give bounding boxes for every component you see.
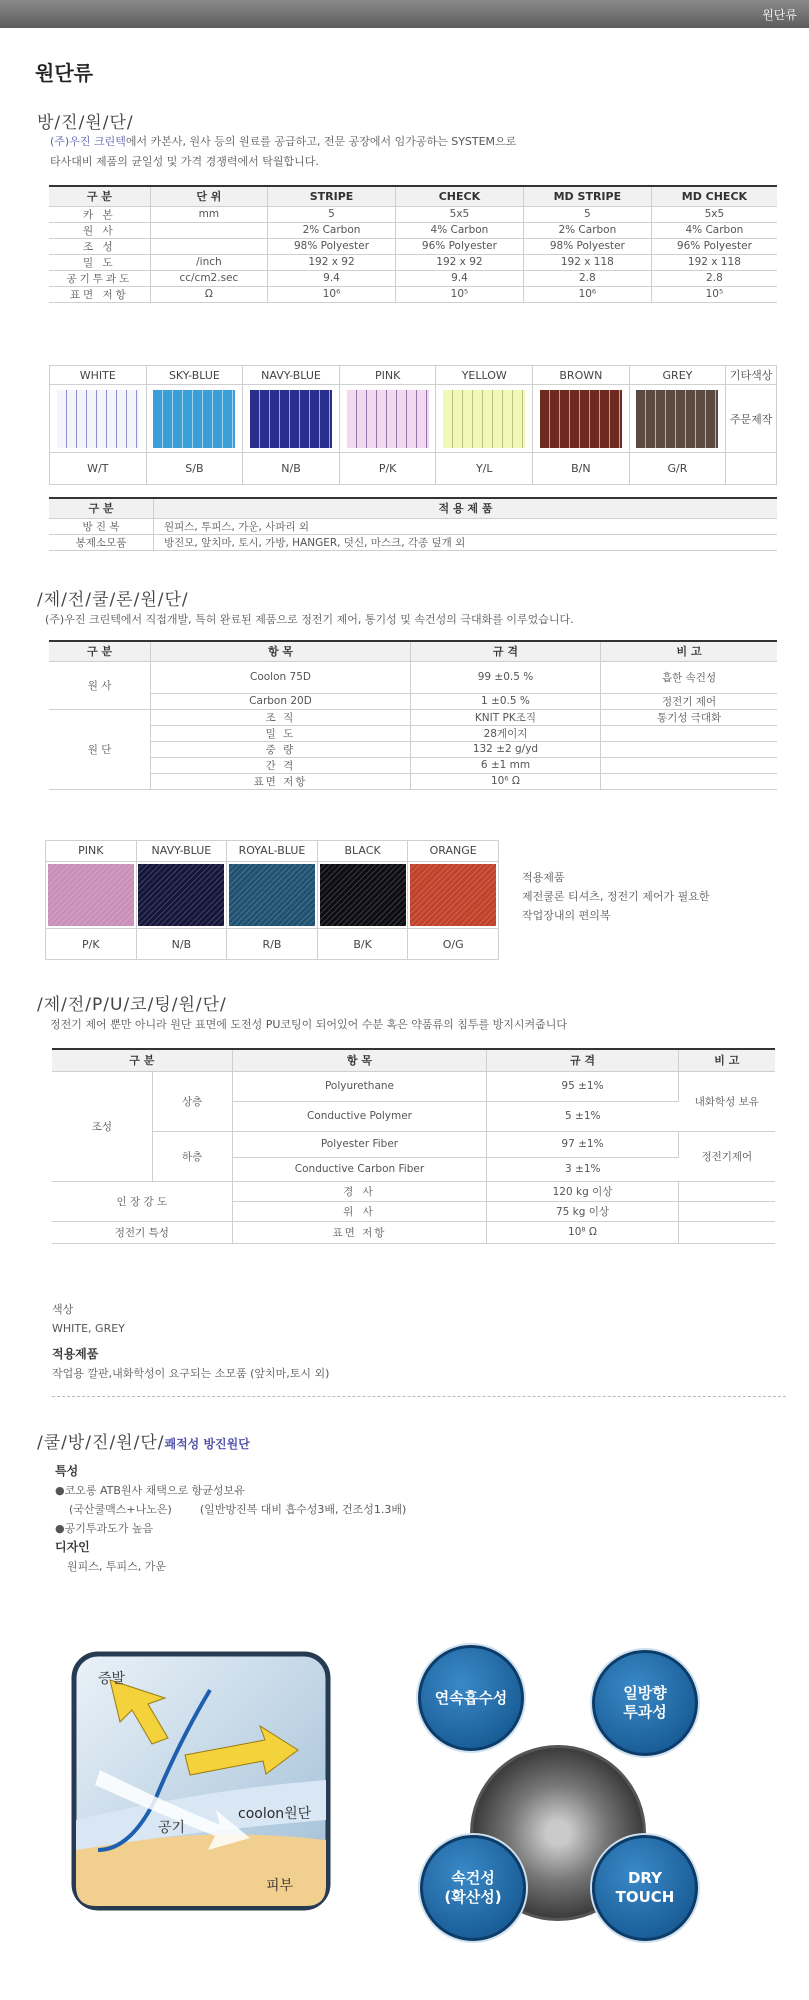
table-row: [49, 206, 777, 222]
table-cell: 98% Polyester: [268, 238, 396, 254]
table-cell: 원 사: [49, 222, 150, 238]
pu-color-value: WHITE, GREY: [52, 1322, 125, 1335]
swatch-name: BROWN: [533, 366, 630, 385]
table-cell: 경 사: [232, 1181, 487, 1201]
table-cell: 2.8: [651, 270, 777, 286]
table-cell: 192 x 118: [523, 254, 651, 270]
circle-2a: 일방향: [623, 1684, 667, 1702]
color-swatch: [138, 864, 224, 926]
pu-apply-block: [52, 1345, 329, 1383]
swatch-image-row: [46, 861, 499, 929]
note-cell: 내화학성 보유: [678, 1071, 775, 1131]
section-desc-coolon: (주)우진 크린텍에서 직접개발, 특허 완료된 제품으로 정전기 제어, 통기성 및 속건성의 극대화를 이루었습니다.: [45, 613, 574, 626]
coolon-apply-block: [522, 868, 710, 925]
table-cell: Coolon 75D: [151, 661, 411, 693]
design-title: 디자인: [55, 1540, 90, 1554]
table-row: [49, 661, 777, 693]
table-cell: [601, 725, 777, 741]
circle-4b: TOUCH: [615, 1888, 675, 1906]
table-cell: Polyurethane: [232, 1071, 487, 1101]
table-cell: 10⁵: [651, 286, 777, 302]
desc-line1: 에서 카본사, 원사 등의 원료를 공급하고, 전문 공장에서 임가공하는 SYSTEM으로: [125, 135, 517, 148]
coolon-apply-line1: 제전쿨론 티셔츠, 정전기 제어가 필요한: [522, 890, 710, 903]
table-cell: 75 kg 이상: [487, 1201, 678, 1221]
other-color-head: 기타색상: [726, 366, 777, 385]
table-cell: 2% Carbon: [523, 222, 651, 238]
circle-3-label: [444, 1869, 501, 1907]
table-header-cell: 비 고: [601, 641, 777, 661]
table-header-cell: STRIPE: [268, 186, 396, 206]
circle-3a: 속건성: [451, 1869, 495, 1887]
color-swatch: [540, 390, 622, 448]
table-cell: 통기성 극대화: [601, 709, 777, 725]
pu-color-block: [52, 1300, 125, 1338]
page-title: 원단류: [35, 61, 93, 85]
table-cell: [601, 741, 777, 757]
table-cell: 192 x 92: [395, 254, 523, 270]
table-row: [49, 757, 777, 773]
section-title-antistatic: 방/진/원/단/: [37, 113, 134, 133]
top-bar-label: 원단류: [762, 8, 797, 22]
table-cell: 공기투과도: [49, 270, 150, 286]
table-cell: [601, 757, 777, 773]
subgroup-cell: 하층: [152, 1131, 232, 1181]
coolon-apply-line2: 작업장내의 편의복: [522, 909, 611, 922]
table-cell: 10⁶ Ω: [410, 773, 600, 789]
table-cell: 6 ±1 mm: [410, 757, 600, 773]
table-cell: Polyester Fiber: [232, 1131, 487, 1157]
table-header-row: [49, 186, 777, 206]
color-swatch: [229, 864, 315, 926]
evap-label: 증발: [98, 1671, 126, 1687]
table-row: [49, 773, 777, 789]
table-cell: /inch: [150, 254, 267, 270]
table-header-cell: 비 고: [678, 1049, 775, 1071]
table-row: [52, 1181, 775, 1201]
table-cell: 5x5: [651, 206, 777, 222]
table-row: [49, 709, 777, 725]
table-cell: 4% Carbon: [651, 222, 777, 238]
coolon-color-swatch-table: [45, 840, 499, 960]
table-cell: 99 ±0.5 %: [410, 661, 600, 693]
swatch-name: PINK: [339, 366, 436, 385]
table-header-cell: 단 위: [150, 186, 267, 206]
coolon-spec-table: [49, 640, 777, 790]
table-cell: 중 량: [151, 741, 411, 757]
swatch-code-row: [50, 453, 777, 485]
table-cell: 10⁶: [268, 286, 396, 302]
swatch-cell: [339, 385, 436, 453]
air-label: 공기: [158, 1820, 186, 1836]
table-header-cell: 항 목: [232, 1049, 487, 1071]
table-cell: 카 본: [49, 206, 150, 222]
table-cell: 10⁶: [523, 286, 651, 302]
table-cell: 간 격: [151, 757, 411, 773]
table-cell: 9.4: [268, 270, 396, 286]
table-cell: Ω: [150, 286, 267, 302]
table-header-row: [49, 498, 777, 518]
color-swatch: [48, 864, 134, 926]
subgroup-cell: 상층: [152, 1071, 232, 1131]
table-row: [52, 1221, 775, 1243]
table-row: [49, 238, 777, 254]
color-swatch: [320, 864, 406, 926]
antistatic-use-table: [49, 497, 777, 551]
color-swatch: [410, 864, 496, 926]
color-swatch: [250, 390, 332, 448]
table-cell: [150, 238, 267, 254]
table-cell: Carbon 20D: [151, 693, 411, 709]
desc-line2: 타사대비 제품의 균일성 및 가격 경쟁력에서 탁월합니다.: [50, 155, 319, 168]
table-cell: 방진모, 앞치마, 토시, 가방, HANGER, 덧신, 마스크, 각종 덮개 외: [154, 534, 778, 550]
table-header-cell: 구 분: [49, 186, 150, 206]
swatch-code: P/K: [46, 929, 137, 960]
table-row: [52, 1131, 775, 1157]
table-cell: 5: [523, 206, 651, 222]
table-cell: 1 ±0.5 %: [410, 693, 600, 709]
swatch-cell: [46, 861, 137, 929]
table-row: [49, 222, 777, 238]
color-swatch: [636, 390, 718, 448]
circle-2-label: [623, 1684, 666, 1722]
design-value: 원피스, 투피스, 가운: [67, 1560, 166, 1573]
table-cell: 위 사: [232, 1201, 487, 1221]
table-cell: 5: [268, 206, 396, 222]
fabric-diagram-svg: [70, 1650, 332, 1912]
color-swatch: [443, 390, 525, 448]
table-cell: 밀 도: [151, 725, 411, 741]
circle-one-way-permeability: [592, 1650, 698, 1756]
swatch-name: PINK: [46, 841, 137, 862]
cool-antistatic-title: /쿨/방/진/원/단/: [37, 1433, 165, 1453]
table-cell: 98% Polyester: [523, 238, 651, 254]
swatch-name-row: [50, 366, 777, 385]
group-cell: 정전기 특성: [52, 1221, 232, 1243]
table-cell: mm: [150, 206, 267, 222]
table-cell: 표면 저항: [49, 286, 150, 302]
table-row: [49, 725, 777, 741]
swatch-code: W/T: [50, 453, 147, 485]
table-header-cell: MD STRIPE: [523, 186, 651, 206]
skin-label: 피부: [266, 1878, 294, 1894]
circle-4-label: [616, 1869, 675, 1907]
table-cell: 132 ±2 g/yd: [410, 741, 600, 757]
swatch-code: Y/L: [436, 453, 533, 485]
table-cell: 정전기 제어: [601, 693, 777, 709]
swatch-name-row: [46, 841, 499, 862]
features-title: 특성: [55, 1464, 79, 1478]
circle-continuous-absorption: [418, 1645, 524, 1751]
table-cell: 192 x 118: [651, 254, 777, 270]
swatch-name: BLACK: [317, 841, 408, 862]
swatch-code: P/K: [339, 453, 436, 485]
swatch-cell: [136, 861, 227, 929]
table-cell: cc/cm2.sec: [150, 270, 267, 286]
circle-1-label: 연속흡수성: [434, 1688, 508, 1707]
swatch-code-row: [46, 929, 499, 960]
circle-4a: DRY: [627, 1869, 663, 1887]
swatch-code: S/B: [146, 453, 243, 485]
section-title-cool-antistatic: [37, 1428, 250, 1453]
table-cell: 봉제소모품: [49, 534, 154, 550]
section-title-pu-coating: /제/전/P/U/코/팅/원/단/: [37, 995, 227, 1015]
table-cell: [678, 1221, 775, 1243]
swatch-cell: [146, 385, 243, 453]
table-cell: 5 ±1%: [487, 1101, 678, 1131]
table-row: [49, 286, 777, 302]
section-desc-antistatic: [50, 132, 516, 172]
other-color-value: 주문제작: [726, 385, 777, 453]
feature-1c: (일반방진복 대비 흡수성3배, 건조성1.3배): [199, 1503, 407, 1516]
table-cell: 조 성: [49, 238, 150, 254]
table-cell: Conductive Carbon Fiber: [232, 1157, 487, 1181]
table-cell: 방 진 복: [49, 518, 154, 534]
table-cell: 5x5: [395, 206, 523, 222]
swatch-cell: [533, 385, 630, 453]
color-swatch: [57, 390, 139, 448]
table-cell: 2.8: [523, 270, 651, 286]
antistatic-color-swatch-table: [49, 365, 777, 485]
table-header-cell: 규 격: [410, 641, 600, 661]
swatch-name: YELLOW: [436, 366, 533, 385]
table-cell: 96% Polyester: [651, 238, 777, 254]
swatch-cell: [408, 861, 499, 929]
table-header-cell: 구 분: [49, 641, 151, 661]
circle-2b: 투과성: [623, 1703, 667, 1721]
table-cell: 흡한 속건성: [601, 661, 777, 693]
pu-apply-title: 적용제품: [52, 1347, 99, 1361]
feature-1: ●코오롱 ATB원사 채택으로 항균성보유: [55, 1484, 245, 1497]
section-divider: [52, 1396, 786, 1397]
table-row: [52, 1071, 775, 1101]
table-row: [49, 270, 777, 286]
table-cell: [601, 773, 777, 789]
table-cell: 10⁵: [395, 286, 523, 302]
fabric-diagram: [70, 1650, 332, 1912]
swatch-name: WHITE: [50, 366, 147, 385]
swatch-name: SKY-BLUE: [146, 366, 243, 385]
pu-coating-spec-table: [52, 1048, 775, 1244]
table-row: [49, 534, 777, 550]
swatch-name: ORANGE: [408, 841, 499, 862]
swatch-name: NAVY-BLUE: [136, 841, 227, 862]
table-cell: 10⁸ Ω: [487, 1221, 678, 1243]
swatch-name: ROYAL-BLUE: [227, 841, 318, 862]
table-cell: KNIT PK조직: [410, 709, 600, 725]
swatch-cell: [243, 385, 340, 453]
table-cell: 3 ±1%: [487, 1157, 678, 1181]
swatch-code: [726, 453, 777, 485]
feature-1b: (국산쿨맥스+나노은): [69, 1503, 172, 1516]
table-cell: 원피스, 투피스, 가운, 사파리 외: [154, 518, 778, 534]
swatch-image-row: [50, 385, 777, 453]
group-cell: 인 장 강 도: [52, 1181, 232, 1221]
table-cell: 표면 저항: [151, 773, 411, 789]
table-cell: 9.4: [395, 270, 523, 286]
circle-3b: (확산성): [444, 1888, 502, 1906]
group-cell: 원 사: [49, 661, 151, 709]
swatch-code: O/G: [408, 929, 499, 960]
section-desc-pu-coating: 정전기 제어 뿐만 아니라 원단 표면에 도전성 PU코팅이 되어있어 수분 혹은 약품류의 침투를 방지시켜줍니다: [50, 1018, 568, 1031]
coolon-apply-title: 적용제품: [522, 871, 565, 884]
table-header-row: [52, 1049, 775, 1071]
table-cell: [150, 222, 267, 238]
table-header-cell: 규 격: [487, 1049, 678, 1071]
swatch-cell: [50, 385, 147, 453]
table-header-cell: CHECK: [395, 186, 523, 206]
table-cell: 95 ±1%: [487, 1071, 678, 1101]
swatch-cell: [317, 861, 408, 929]
swatch-name: NAVY-BLUE: [243, 366, 340, 385]
cool-antistatic-subtitle: 쾌적성 방진원단: [164, 1437, 250, 1451]
table-cell: 2% Carbon: [268, 222, 396, 238]
table-cell: 표면 저항: [232, 1221, 487, 1243]
coolon-label: coolon원단: [238, 1806, 312, 1822]
table-cell: 96% Polyester: [395, 238, 523, 254]
pu-color-title: 색상: [52, 1303, 74, 1316]
swatch-code: G/R: [629, 453, 726, 485]
group-cell: 조성: [52, 1071, 152, 1181]
table-cell: 밀 도: [49, 254, 150, 270]
swatch-code: N/B: [136, 929, 227, 960]
note-cell: 정전기제어: [678, 1131, 775, 1181]
table-cell: 28게이지: [410, 725, 600, 741]
feature-2: ●공기투과도가 높음: [55, 1522, 154, 1535]
table-cell: [678, 1201, 775, 1221]
table-header-row: [49, 641, 777, 661]
swatch-code: B/K: [317, 929, 408, 960]
table-cell: 조 직: [151, 709, 411, 725]
swatch-cell: [227, 861, 318, 929]
section-title-coolon: /제/전/쿨/론/원/단/: [37, 590, 189, 610]
table-header-cell: MD CHECK: [651, 186, 777, 206]
group-cell: 원 단: [49, 709, 151, 789]
antistatic-spec-table: [49, 185, 777, 303]
table-header-cell: 적 용 제 품: [154, 498, 778, 518]
table-cell: 192 x 92: [268, 254, 396, 270]
cool-features-block: [55, 1462, 406, 1576]
swatch-cell: [629, 385, 726, 453]
circle-dry-touch: [592, 1835, 698, 1941]
table-header-cell: 항 목: [151, 641, 411, 661]
swatch-code: B/N: [533, 453, 630, 485]
swatch-code: N/B: [243, 453, 340, 485]
table-row: [49, 254, 777, 270]
table-cell: 120 kg 이상: [487, 1181, 678, 1201]
table-cell: 4% Carbon: [395, 222, 523, 238]
pu-apply-value: 작업용 깔판,내화학성이 요구되는 소모품 (앞치마,토시 외): [52, 1367, 330, 1380]
table-header-cell: 구 분: [52, 1049, 232, 1071]
company-name: (주)우진 크린텍: [50, 135, 126, 148]
table-cell: Conductive Polymer: [232, 1101, 487, 1131]
color-swatch: [347, 390, 429, 448]
table-row: [49, 693, 777, 709]
swatch-cell: [436, 385, 533, 453]
table-cell: [678, 1181, 775, 1201]
circle-quick-dry: [420, 1835, 526, 1941]
color-swatch: [153, 390, 235, 448]
swatch-name: GREY: [629, 366, 726, 385]
top-bar: [0, 0, 809, 28]
swatch-code: R/B: [227, 929, 318, 960]
table-row: [49, 518, 777, 534]
table-header-cell: 구 분: [49, 498, 154, 518]
table-cell: 97 ±1%: [487, 1131, 678, 1157]
table-row: [49, 741, 777, 757]
